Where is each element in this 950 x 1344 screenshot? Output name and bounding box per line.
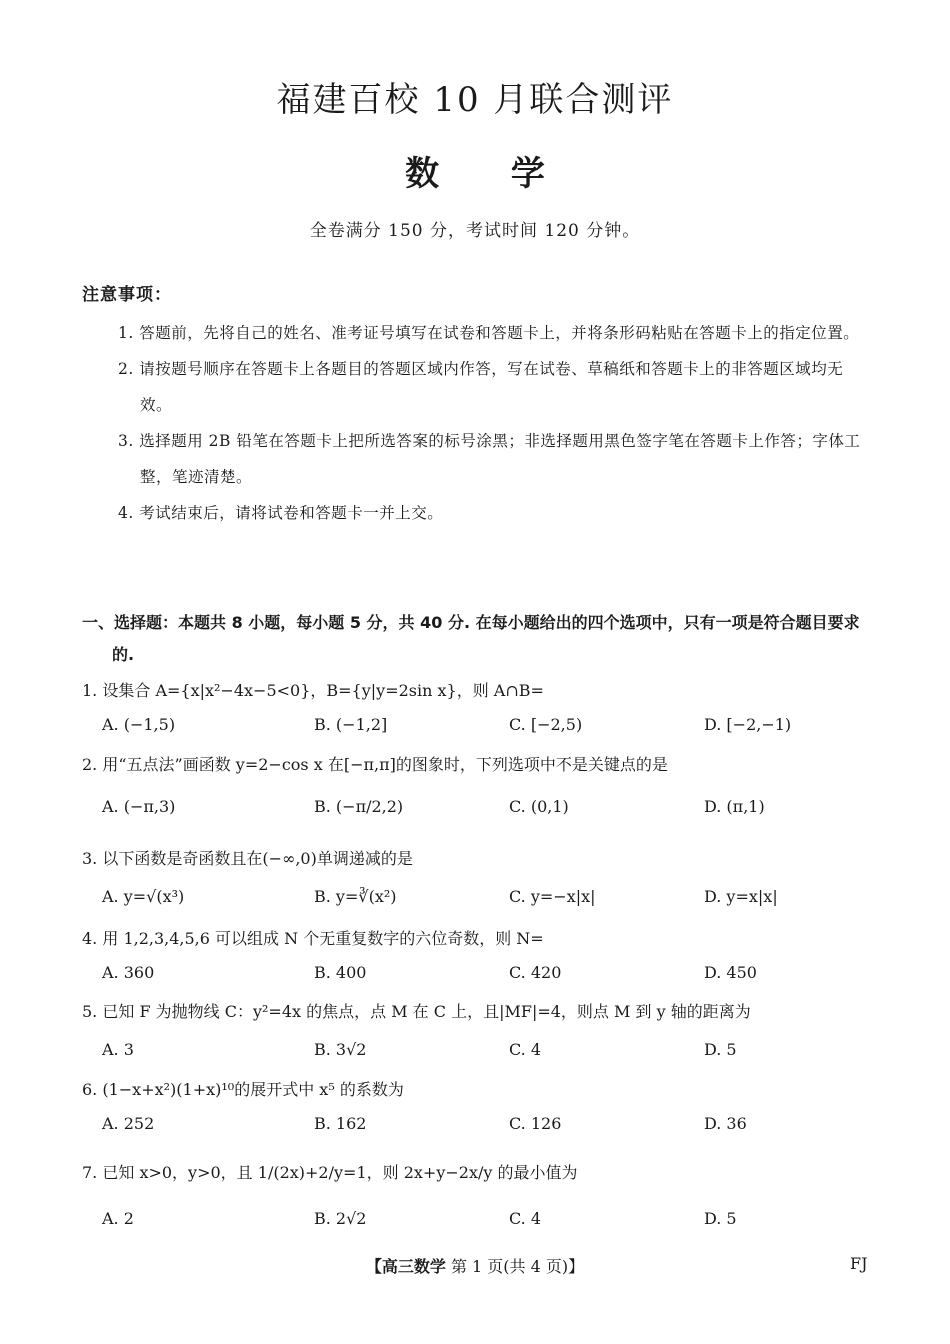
option-row xyxy=(82,963,872,991)
question-stem: 1. 设集合 A={x|x²−4x−5<0}，B={y|y=2sin x}，则 A∩B= xyxy=(82,681,544,700)
question-stem: 5. 已知 F 为抛物线 C：y²=4x 的焦点，点 M 在 C 上，且|MF|=4，则点 M 到 y 轴的距离为 xyxy=(82,1002,751,1021)
section-heading-choice: 一、选择题：本题共 8 小题，每小题 5 分，共 40 分. 在每小题给出的四个选项中，只有一项是符合题目要求的. xyxy=(82,613,860,664)
option-b: B. 162 xyxy=(314,1114,367,1133)
option-b: B. 2√2 xyxy=(314,1209,367,1228)
exam-title: 福建百校 10 月联合测评 xyxy=(276,80,674,120)
option-d: D. 5 xyxy=(704,1209,737,1228)
notice-item: 2. 请按题号顺序在答题卡上各题目的答题区域内作答，写在试卷、草稿纸和答题卡上的非答题区域均无效。 xyxy=(118,360,844,414)
score-time-line: 全卷满分 150 分，考试时间 120 分钟。 xyxy=(309,221,641,241)
option-b: B. (−1,2] xyxy=(314,715,388,734)
question-2 xyxy=(82,752,872,825)
option-row xyxy=(82,1114,872,1142)
option-row xyxy=(82,1040,872,1068)
question-stem: 4. 用 1,2,3,4,5,6 可以组成 N 个无重复数字的六位奇数，则 N= xyxy=(82,929,544,948)
option-row xyxy=(82,887,872,915)
option-a: A. 360 xyxy=(102,963,155,982)
question-7 xyxy=(82,1160,872,1237)
option-c: C. 4 xyxy=(509,1040,542,1059)
option-c: C. 420 xyxy=(509,963,562,982)
question-4 xyxy=(82,926,872,991)
option-c: C. (0,1) xyxy=(509,797,569,816)
option-a: A. 3 xyxy=(102,1040,134,1059)
footer-page-number: 第 1 页(共 4 页)】 xyxy=(450,1257,585,1276)
option-d: D. (π,1) xyxy=(704,797,765,816)
option-c: C. 126 xyxy=(509,1114,562,1133)
option-a: A. 252 xyxy=(102,1114,155,1133)
question-6 xyxy=(82,1077,872,1142)
footer-label: 【高三数学 xyxy=(365,1257,446,1276)
option-a: A. (−π,3) xyxy=(102,797,176,816)
option-b: B. 400 xyxy=(314,963,367,982)
option-d: D. [−2,−1) xyxy=(704,715,792,734)
option-d: D. y=x|x| xyxy=(704,887,778,906)
question-5 xyxy=(82,999,872,1068)
option-a: A. y=√(x³) xyxy=(102,887,185,906)
notice-list xyxy=(118,315,870,531)
option-b: B. (−π/2,2) xyxy=(314,797,404,816)
option-b: B. y=∛(x²) xyxy=(314,887,397,906)
notice-heading: 注意事项： xyxy=(82,285,172,305)
question-stem: 2. 用“五点法”画函数 y=2−cos x 在[−π,π]的图象时，下列选项中不是关键点的是 xyxy=(82,755,668,774)
option-d: D. 36 xyxy=(704,1114,747,1133)
question-stem: 7. 已知 x>0，y>0，且 1/(2x)+2/y=1，则 2x+y−2x/y 的最小值为 xyxy=(82,1163,578,1182)
option-row xyxy=(82,715,872,743)
question-stem: 6. (1−x+x²)(1+x)¹⁰的展开式中 x⁵ 的系数为 xyxy=(82,1080,404,1099)
page-footer xyxy=(0,1254,950,1277)
option-c: C. 4 xyxy=(509,1209,542,1228)
question-3 xyxy=(82,846,872,915)
option-a: A. (−1,5) xyxy=(102,715,176,734)
option-d: D. 5 xyxy=(704,1040,737,1059)
option-c: C. [−2,5) xyxy=(509,715,583,734)
option-b: B. 3√2 xyxy=(314,1040,367,1059)
option-c: C. y=−x|x| xyxy=(509,887,596,906)
option-row xyxy=(82,797,872,825)
notice-item: 4. 考试结束后，请将试卷和答题卡一并上交。 xyxy=(118,504,444,522)
option-row xyxy=(82,1209,872,1237)
question-1 xyxy=(82,678,872,743)
exam-subject: 数 学 xyxy=(405,154,575,194)
question-stem: 3. 以下函数是奇函数且在(−∞,0)单调递减的是 xyxy=(82,849,413,868)
option-d: D. 450 xyxy=(704,963,757,982)
notice-item: 1. 答题前，先将自己的姓名、准考证号填写在试卷和答题卡上，并将条形码粘贴在答题卡上的指定位置。 xyxy=(118,324,860,342)
region-code: FJ xyxy=(850,1254,868,1273)
option-a: A. 2 xyxy=(102,1209,134,1228)
notice-item: 3. 选择题用 2B 铅笔在答题卡上把所选答案的标号涂黑；非选择题用黑色签字笔在答题卡上作答；字体工整，笔迹清楚。 xyxy=(118,432,861,486)
